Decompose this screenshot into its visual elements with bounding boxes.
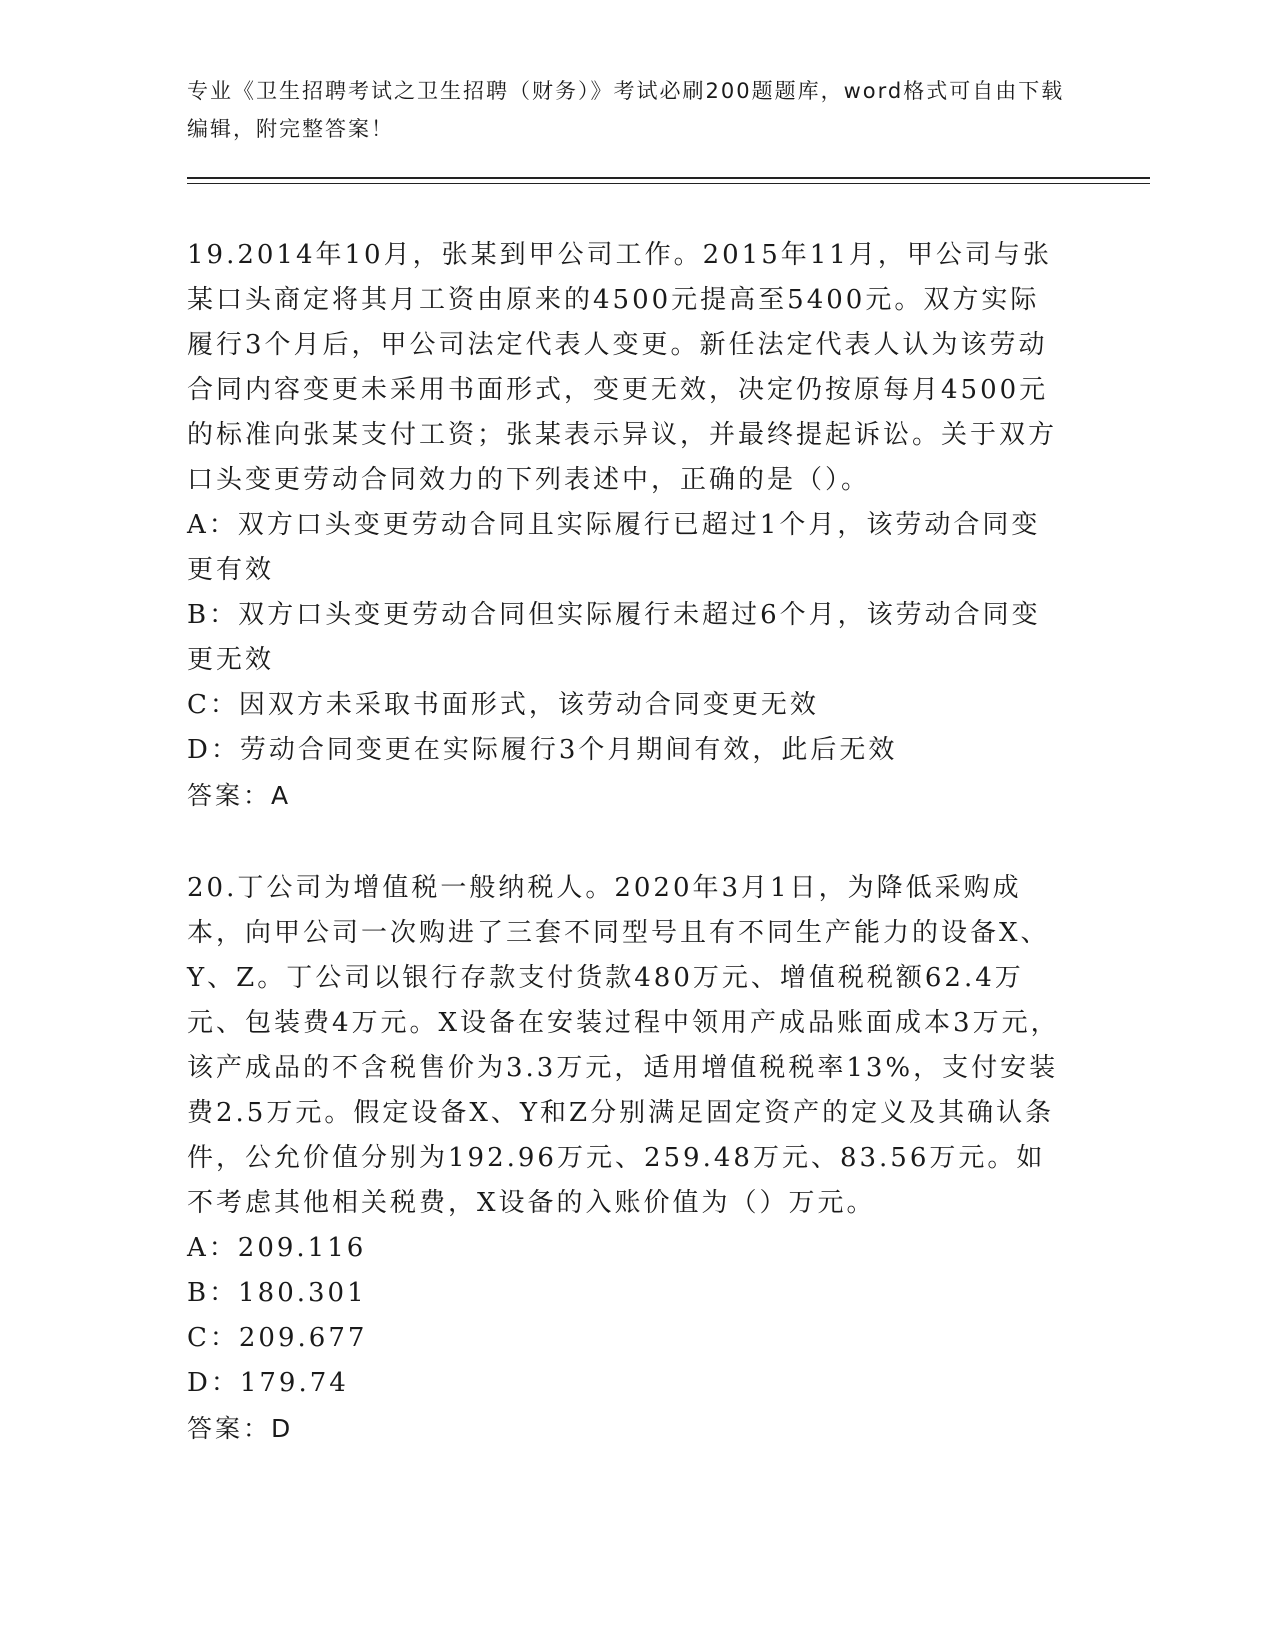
header-rule-thin (187, 183, 1150, 184)
question-stem: 19.2014年10月，张某到甲公司工作。2015年11月，甲公司与张某口头商定将其月工资由原来的4500元提高至5400元。双方实际履行3个月后，甲公司法定代表人变更。新任法定代表人认为该劳动合同内容变更未采用书面形式，变更无效，决定仍按原每月4500元的标准向张某支付工资；张某表示异议，并最终提起诉讼。关于双方口头变更劳动合同效力的下列表述中，正确的是（）。 (187, 240, 1058, 495)
option-a: A：209.116 (187, 1233, 367, 1263)
question-stem: 20.丁公司为增值税一般纳税人。2020年3月1日，为降低采购成本，向甲公司一次购进了三套不同型号且有不同生产能力的设备X、Y、Z。丁公司以银行存款支付货款480万元、增值税税额62.4万元、包装费4万元。X设备在安装过程中领用产成品账面成本3万元，该产成品的不含税售价为3.3万元，适用增值税税率13%，支付安装费2.5万元。假定设备X、Y和Z分别满足固定资产的定义及其确认条件，公允价值分别为192.96万元、259.48万元、83.56万元。如不考虑其他相关税费，X设备的入账价值为（）万元。 (187, 873, 1060, 1218)
option-c: C：因双方未采取书面形式，该劳动合同变更无效 (187, 690, 819, 720)
option-c: C：209.677 (187, 1323, 368, 1353)
option-d: D：劳动合同变更在实际履行3个月期间有效，此后无效 (187, 735, 898, 765)
answer: 答案：D (187, 1414, 294, 1443)
question-20 (187, 866, 1067, 1451)
option-d: D：179.74 (187, 1368, 349, 1398)
page-header: 专业《卫生招聘考试之卫生招聘（财务）》考试必刷200题题库，word格式可自由下载编辑，附完整答案！ (187, 79, 1065, 141)
header-rule-thick (187, 177, 1150, 179)
answer: 答案：A (187, 781, 292, 810)
option-b: B：双方口头变更劳动合同但实际履行未超过6个月，该劳动合同变更无效 (187, 600, 1041, 675)
option-a: A：双方口头变更劳动合同且实际履行已超过1个月，该劳动合同变更有效 (187, 510, 1041, 585)
question-19 (187, 233, 1067, 818)
option-b: B：180.301 (187, 1278, 367, 1308)
